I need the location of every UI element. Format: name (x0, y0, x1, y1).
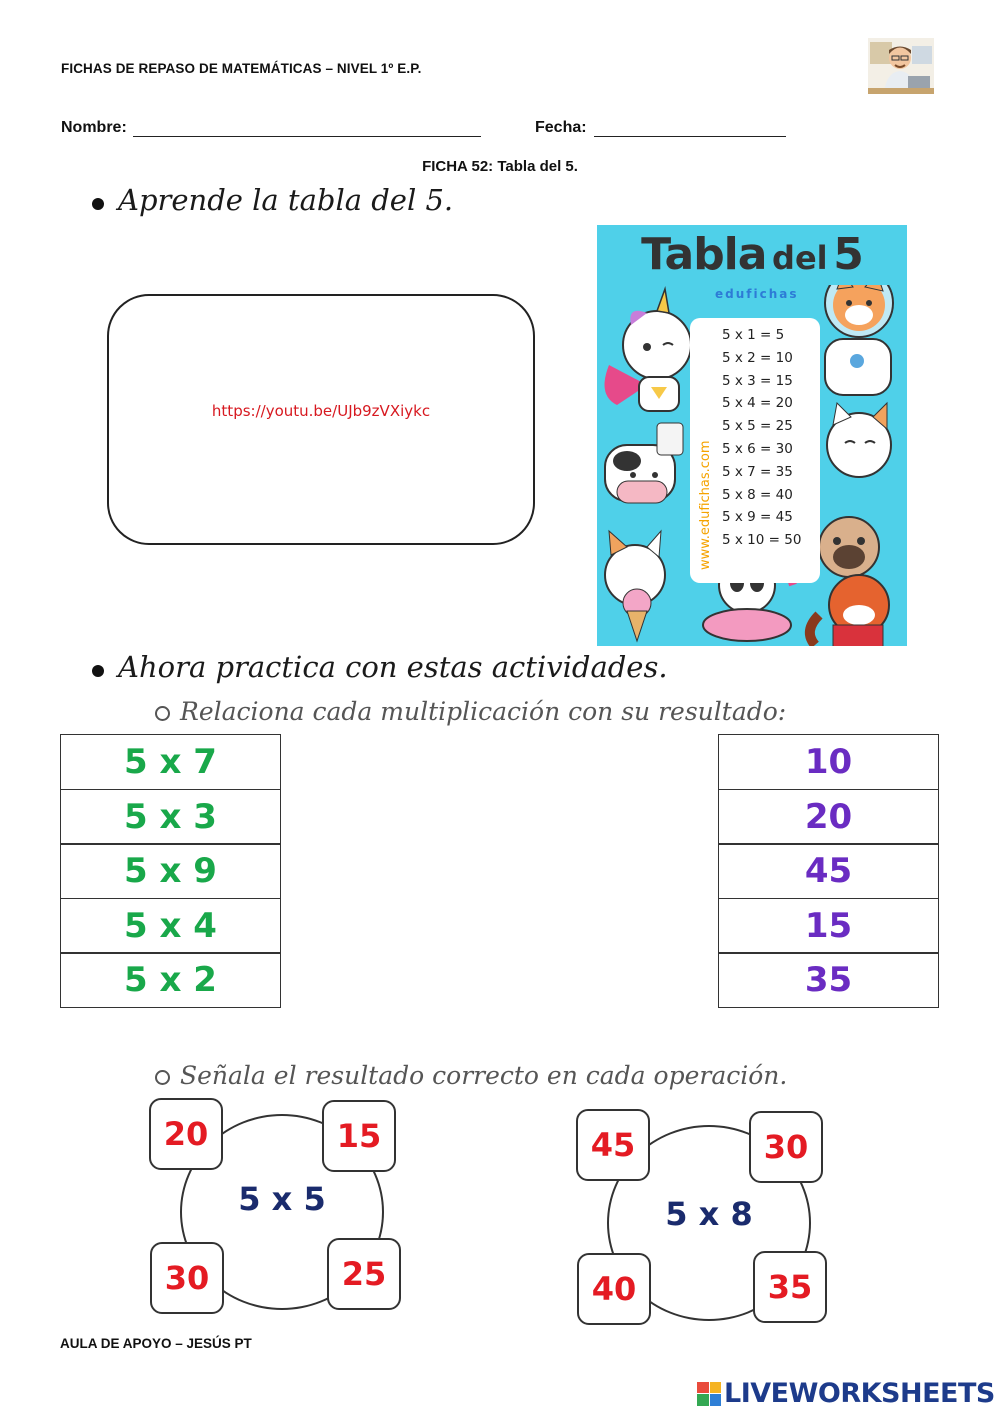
multiplication-column (60, 734, 281, 1008)
pug-icon (819, 517, 879, 577)
liveworksheets-icon (697, 1382, 721, 1406)
name-label: Nombre: (61, 119, 127, 136)
date-label: Fecha: (535, 119, 587, 136)
cat-icon (827, 403, 891, 477)
match-operation-cell[interactable]: 5 x 3 (60, 789, 281, 845)
match-operation-cell[interactable]: 5 x 4 (60, 898, 281, 954)
liveworksheets-logo[interactable] (697, 1378, 995, 1409)
times-table-row: 5 x 3 = 15 (722, 372, 793, 389)
times-table-row: 5 x 4 = 20 (722, 395, 793, 412)
match-operation-cell[interactable]: 5 x 2 (60, 952, 281, 1008)
footer-credit: AULA DE APOYO – JESÚS PT (60, 1336, 252, 1351)
poster-title-del: del (772, 239, 828, 277)
video-link[interactable]: https://youtu.be/UJb9zVXiykc (211, 402, 431, 420)
match-result-cell[interactable]: 10 (718, 734, 939, 790)
teacher-avatar-icon (868, 38, 934, 94)
answer-option[interactable]: 45 (576, 1109, 650, 1181)
multiplication-poster (597, 225, 907, 646)
answer-option[interactable]: 30 (150, 1242, 224, 1314)
activity1-instruction: Relaciona cada multiplicación con su resultado: (180, 697, 787, 726)
kitten-icecream-icon (605, 531, 665, 641)
worksheet-series-title: FICHAS DE REPASO DE MATEMÁTICAS – NIVEL 1º E.P. (61, 61, 422, 76)
times-table-row: 5 x 10 = 50 (722, 532, 802, 549)
times-table-row: 5 x 6 = 30 (722, 440, 793, 457)
times-table-row: 5 x 8 = 40 (722, 486, 793, 503)
poster-title-number: 5 (833, 229, 863, 280)
page-title: FICHA 52: Tabla del 5. (422, 158, 578, 175)
sub-bullet-icon (155, 1070, 170, 1085)
unicorn-icon (605, 289, 692, 411)
answer-option[interactable]: 30 (749, 1111, 823, 1183)
poster-title (597, 229, 907, 280)
match-operation-cell[interactable]: 5 x 7 (60, 734, 281, 790)
section2-heading: Ahora practica con estas actividades. (118, 650, 668, 684)
date-input-line[interactable] (594, 135, 786, 137)
times-table-row: 5 x 2 = 10 (722, 349, 793, 366)
sub-bullet-icon (155, 706, 170, 721)
activity2-instruction: Señala el resultado correcto en cada operación. (180, 1061, 788, 1090)
match-operation-cell[interactable]: 5 x 9 (60, 843, 281, 899)
answer-option[interactable]: 35 (753, 1251, 827, 1323)
red-panda-icon (810, 575, 889, 646)
answer-option[interactable]: 25 (327, 1238, 401, 1310)
section1-heading: Aprende la tabla del 5. (118, 183, 454, 217)
match-result-cell[interactable]: 20 (718, 789, 939, 845)
times-table-row: 5 x 7 = 35 (722, 463, 793, 480)
bullet-icon (92, 665, 104, 677)
answer-option[interactable]: 20 (149, 1098, 223, 1170)
name-input-line[interactable] (133, 135, 481, 137)
operation-label: 5 x 5 (238, 1180, 326, 1218)
poster-brand: edufichas (715, 287, 799, 301)
match-result-cell[interactable]: 45 (718, 843, 939, 899)
times-table-row: 5 x 9 = 45 (722, 509, 793, 526)
cow-icon (605, 423, 683, 503)
poster-website: www.edufichas.com (698, 440, 713, 570)
times-table-row: 5 x 1 = 5 (722, 327, 785, 343)
bullet-icon (92, 198, 104, 210)
result-column (718, 734, 939, 1008)
answer-option[interactable]: 40 (577, 1253, 651, 1325)
answer-option[interactable]: 15 (322, 1100, 396, 1172)
liveworksheets-wordmark: LIVEWORKSHEETS (724, 1378, 995, 1409)
poster-title-word: Tabla (641, 229, 767, 280)
match-result-cell[interactable]: 15 (718, 898, 939, 954)
match-result-cell[interactable]: 35 (718, 952, 939, 1008)
poster-times-table (722, 327, 812, 555)
corgi-astronaut-icon (825, 285, 893, 395)
operation-label: 5 x 8 (665, 1195, 753, 1233)
times-table-row: 5 x 5 = 25 (722, 418, 793, 435)
